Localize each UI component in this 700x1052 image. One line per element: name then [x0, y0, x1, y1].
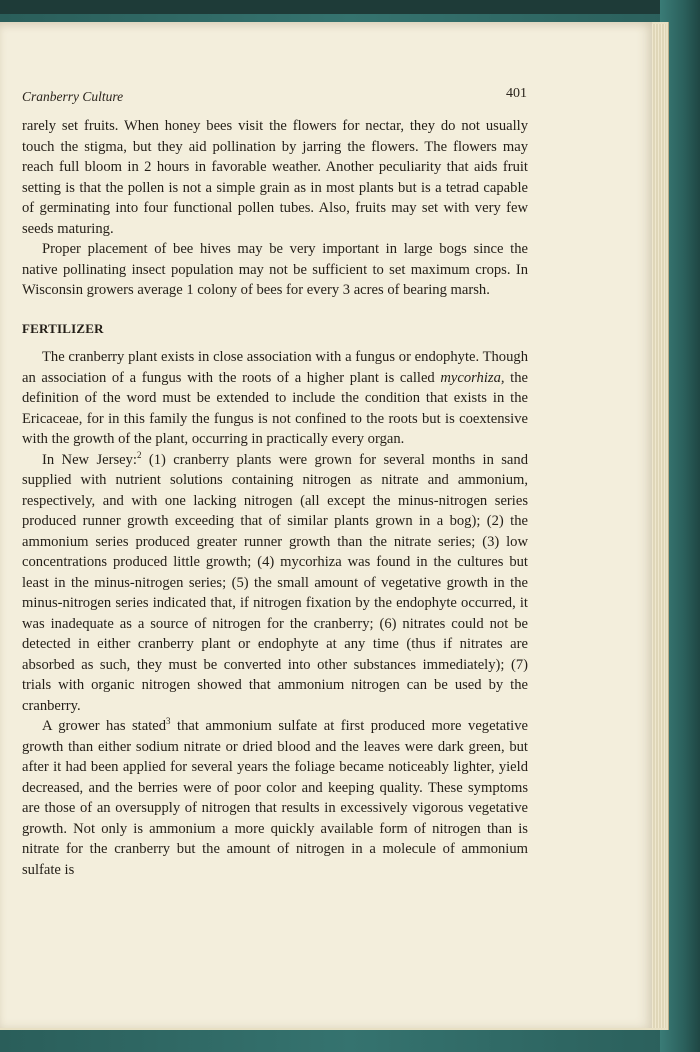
footnote-ref: 2 [136, 449, 142, 460]
paragraph [22, 450, 528, 717]
body-text [22, 116, 528, 880]
section-heading: FERTILIZER [22, 320, 104, 336]
paragraph: rarely set fruits. When honey bees visit the flowers for nectar, they do not usually touch the stigma, but they aid pollination by jarring the flowers. The flowers may reach full bloom in 2 hours in favorable weather. Another peculiarity that aids fruit setting is that the pollen is not a simple grain as in most plants but is a tetrad capable of germinating into four functional pollen tubes. Also, fruits may set with very few seeds maturing. [22, 118, 528, 237]
paragraph [22, 716, 528, 880]
paragraph: Proper placement of bee hives may be very important in large bogs since the native pollinating insect population may not be sufficient to set maximum crops. In Wisconsin growers average 1 colony of bees for every 3 acres of bearing marsh. [22, 241, 528, 298]
footnote-ref: 3 [166, 716, 171, 727]
italic-term: mycorhiza, [440, 369, 505, 386]
paragraph-text: In New Jersey: [42, 451, 137, 468]
paragraph [22, 347, 528, 450]
paragraph-text: (1) cranberry plants were grown for several months in sand supplied with nutrient solutions containing nitrogen as nitrate and ammonium, respectively, and with one lacking nitrogen (all except the minus-nitrogen series produced runner growth exceeding that of similar plants grown in a bog); (2) the ammonium series produced greater runner growth than the nitrate series; (3) low concentrations produced little growth; (4) mycorhiza was found in the cultures but least in the minus-nitrogen series; (5) the small amount of vegetative growth in the minus-nitrogen series indicated that, if nitrogen fixation by the endophyte occurred, it was inadequate as a source of nitrogen for the cranberry; (6) nitrates could not be detected in either cranberry plant or endophyte at any time (thus if nitrates are absorbed as such, they must be converted into other substances immediately); (7) trials with organic nitrogen showed that ammonium nitrogen can be used by the cranberry. [22, 451, 528, 714]
page-header [22, 86, 527, 106]
paragraph-text: that ammonium sulfate at first produced more vegetative growth than either sodium nitrate or dried blood and the leaves were dark green, but after it had been applied for several years the foliage became noticeably lighter, yield decreased, and the berries were of poor color and keeping quality. These symptoms are those of an oversupply of nitrogen that results in excessively vigorous vegetative growth. Not only is ammonium a more quickly available form of nitrogen than is nitrate for the cranberry but the amount of nitrogen in a molecule of ammonium sulfate is [22, 718, 528, 878]
page-leaves [652, 24, 666, 1028]
page-number: 401 [506, 86, 527, 101]
cover-top-strip [0, 0, 700, 14]
running-title: Cranberry Culture [22, 89, 124, 104]
paragraph-text: the definition of the word must be extended to include the condition that exists in the Ericaceae, for in this family the fungus is not confined to the roots but is coextensive with the growth of the plant, occurring in practically every organ. [22, 369, 528, 447]
paragraph-text: The cranberry plant exists in close association with a fungus or endophyte. Though an association of a fungus with the roots of a higher plant is called [22, 349, 528, 386]
paragraph-text: A grower has stated [42, 718, 167, 734]
